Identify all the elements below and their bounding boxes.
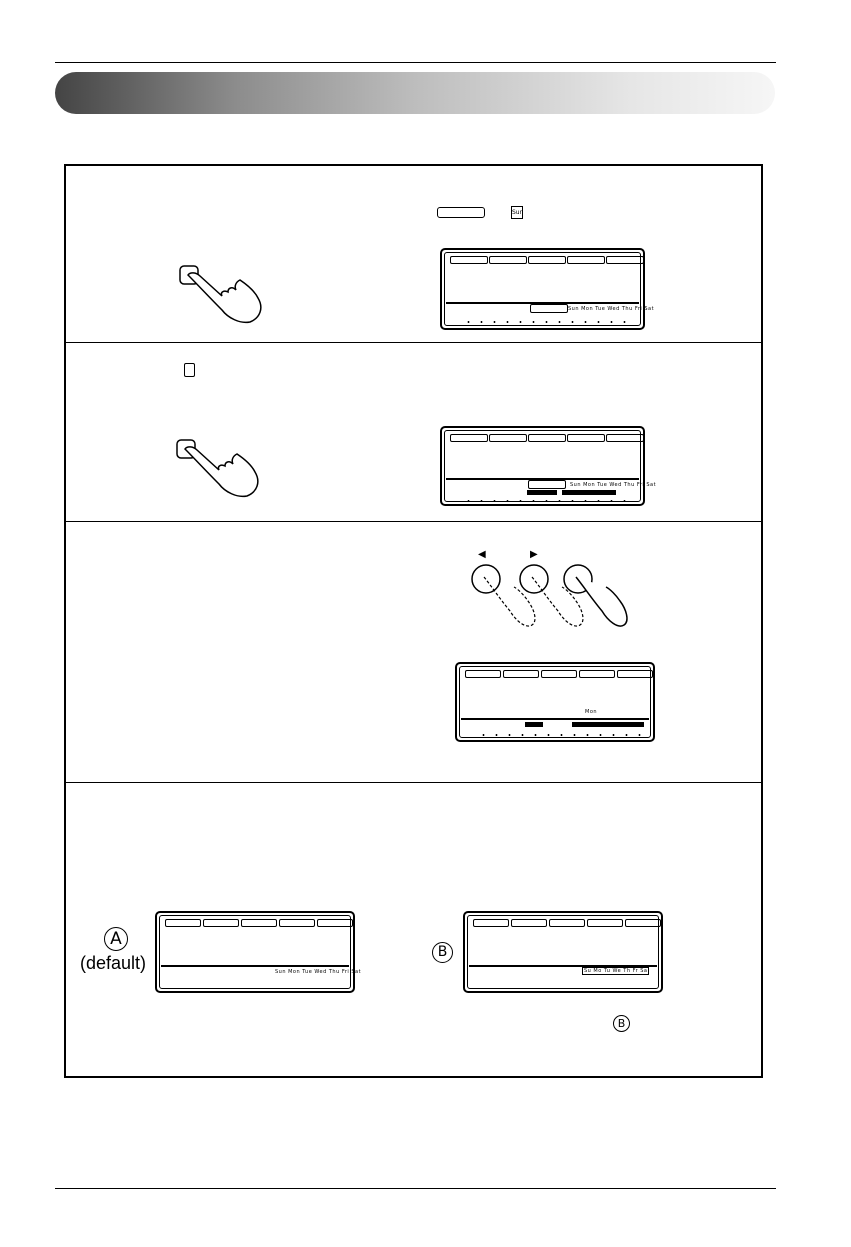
hand-press-icon [167, 432, 267, 504]
lcd-day-step3: Mon [585, 709, 598, 715]
lcd-display-step3 [455, 662, 655, 742]
title-banner [55, 72, 775, 114]
divider-3 [66, 782, 761, 783]
divider-2 [66, 521, 761, 522]
set-button-outline [437, 207, 485, 218]
sun-day-icon: Sun [511, 206, 523, 219]
default-label: (default) [80, 953, 147, 973]
lcd-days-step2: Sun Mon Tue Wed Thu Fri Sat [570, 482, 657, 488]
step2-small-button [184, 363, 195, 382]
step2-press-illustration [167, 432, 267, 509]
lcd-days-option-b: Su Mo Tu We Th Fr Sa [584, 968, 648, 974]
lcd-display-option-b [463, 911, 663, 993]
lcd-days-step1: Sun Mon Tue Wed Thu Fri Sat [568, 306, 655, 312]
note-marker-b-icon: B [613, 1015, 630, 1032]
divider-1 [66, 342, 761, 343]
lcd-display-step2 [440, 426, 657, 506]
arrow-buttons-icon [466, 545, 636, 637]
marker-a-icon: A [104, 927, 128, 951]
lcd-display-step1 [440, 248, 655, 330]
step1-press-illustration [170, 258, 270, 335]
svg-text:▶: ▶ [530, 549, 538, 560]
lcd-display-option-a [155, 911, 362, 993]
lcd-days-option-a: Sun Mon Tue Wed Thu Fri Sat [275, 969, 362, 975]
arrow-buttons-illustration [466, 545, 636, 642]
square-button-icon [184, 363, 195, 377]
marker-b-icon: B [432, 942, 453, 963]
hand-press-icon [170, 258, 270, 330]
top-rule [55, 62, 776, 63]
svg-text:◀: ◀ [478, 549, 486, 560]
bottom-rule [55, 1188, 776, 1189]
